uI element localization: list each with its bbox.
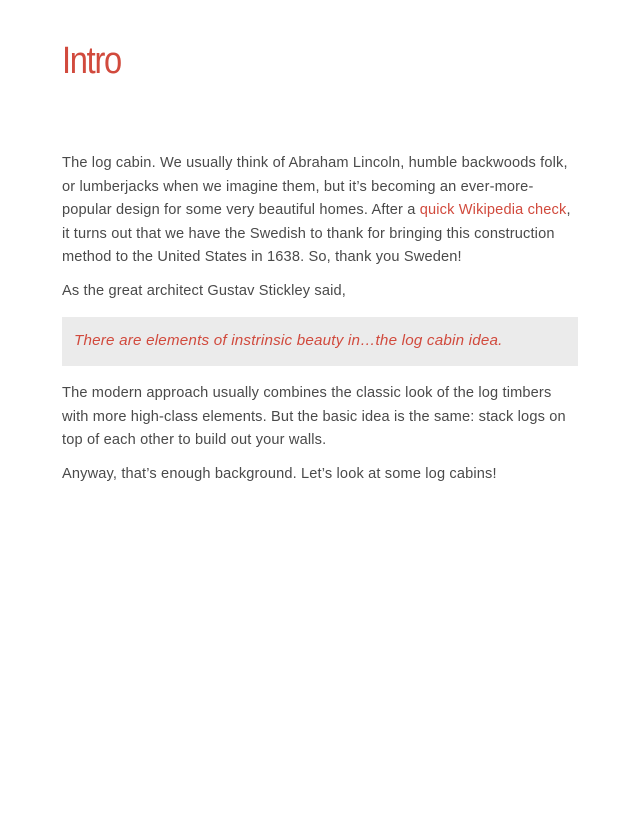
modern-approach-paragraph: The modern approach usually combines the classic look of the log timbers with more high-class elements. But the basic idea is the same: stack logs on top of each other to build out your walls. bbox=[62, 385, 566, 448]
intro-paragraph bbox=[62, 152, 578, 270]
intro-text-before-link: The log cabin. We usually think of Abraham Lincoln, humble backwoods folk, or lumberjacks when we imagine them, but it’s becoming an ever-more-popular design for some very beautiful homes. After a bbox=[62, 155, 568, 218]
article-body bbox=[62, 152, 578, 496]
closing-paragraph: Anyway, that’s enough background. Let’s look at some log cabins! bbox=[62, 465, 497, 482]
page-title: Intro bbox=[62, 40, 121, 82]
wikipedia-link[interactable]: quick Wikipedia check bbox=[419, 202, 567, 218]
pull-quote: There are elements of instrinsic beauty in…the log cabin idea. bbox=[62, 317, 578, 366]
intro-text-after-link: , it turns out that we have the Swedish to thank for bringing this construction method to the United States in 1638. So, thank you Sweden! bbox=[62, 202, 571, 265]
quote-lead-in: As the great architect Gustav Stickley said, bbox=[62, 282, 347, 299]
